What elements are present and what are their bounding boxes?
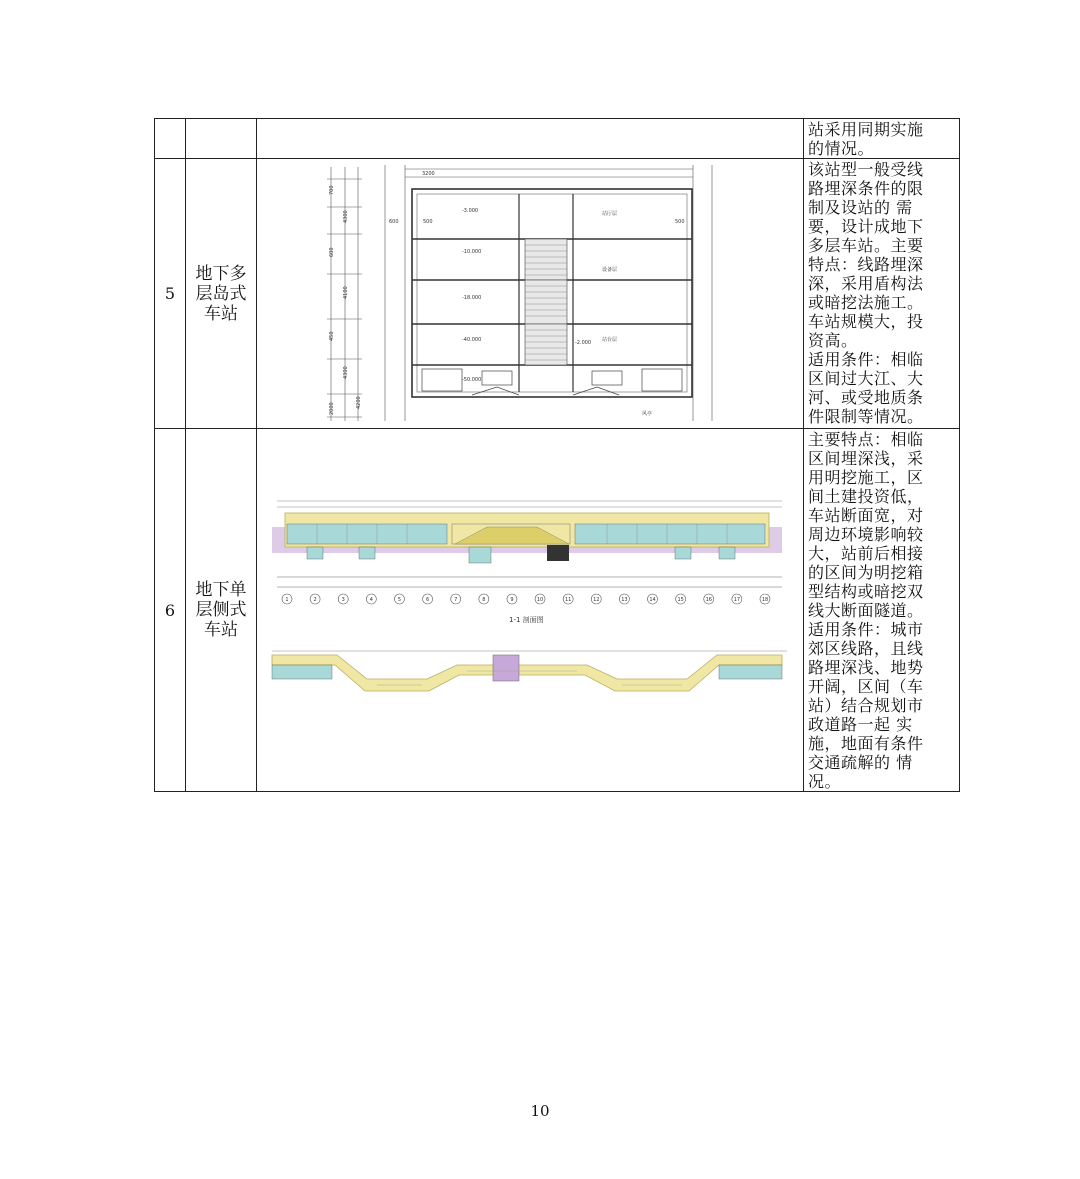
station-type-name: 地下多 层岛式 车站 bbox=[186, 159, 257, 429]
axis-label: 8 bbox=[482, 597, 486, 603]
row-number: 5 bbox=[155, 159, 186, 429]
axis-label: 6 bbox=[425, 597, 430, 603]
axis-label: 17 bbox=[733, 597, 741, 603]
svg-text:4200: 4200 bbox=[356, 396, 362, 409]
description: 主要特点：相临 区间埋深浅，采 用明挖施工，区 间土建投资低， 车站断面宽，对 周边环境影响较 大，站前后相接 的区间为明挖箱 型结构或暗挖双 线大断面隧道。 适用条件：城市 郊区线路，且线 路埋深浅、地势 开阔，区间（车 站）结合规划市 政道路一起 实 施，地面有条件 交通疏解的 情 况。 bbox=[804, 429, 960, 792]
svg-text:450: 450 bbox=[329, 331, 335, 341]
svg-text:4100: 4100 bbox=[343, 286, 349, 299]
axis-label: 14 bbox=[649, 597, 656, 603]
single-layer-side-platform-drawing bbox=[257, 429, 803, 787]
axis-label: 11 bbox=[564, 597, 572, 603]
figure-cell bbox=[257, 119, 804, 159]
svg-text:-50.000: -50.000 bbox=[462, 377, 482, 383]
axis-label: 12 bbox=[593, 597, 600, 603]
axis-label: 2 bbox=[313, 597, 317, 603]
svg-text:-10.000: -10.000 bbox=[462, 249, 482, 255]
svg-text:4300: 4300 bbox=[343, 366, 349, 379]
station-type-name bbox=[186, 119, 257, 159]
svg-text:4300: 4300 bbox=[343, 210, 349, 223]
svg-text:站厅层: 站厅层 bbox=[602, 211, 618, 217]
svg-text:600: 600 bbox=[389, 219, 399, 225]
multilayer-station-section-drawing bbox=[257, 159, 803, 427]
svg-text:2000: 2000 bbox=[329, 402, 335, 415]
svg-text:700: 700 bbox=[329, 185, 335, 195]
axis-label: 4 bbox=[369, 597, 373, 603]
axis-label: 3 bbox=[341, 597, 345, 603]
description: 该站型一般受线 路埋深条件的限 制及设站的 需 要，设计成地下 多层车站。主要 特点：线路埋深 深，采用盾构法 或暗挖法施工。 车站规模大，投 资高。 适用条件：相临 区间过大江、大 河、或受地质条 件限制等情况。 bbox=[804, 159, 960, 429]
svg-text:站台层: 站台层 bbox=[602, 337, 618, 343]
axis-label: 9 bbox=[510, 597, 514, 603]
axis-label: 7 bbox=[454, 597, 458, 603]
station-type-table bbox=[154, 118, 960, 792]
axis-label: 16 bbox=[705, 597, 712, 603]
axis-label: 15 bbox=[677, 597, 684, 603]
svg-text:1-1 剖面图: 1-1 剖面图 bbox=[509, 616, 544, 624]
svg-text:-3.000: -3.000 bbox=[462, 208, 479, 214]
svg-text:设备层: 设备层 bbox=[602, 267, 618, 273]
svg-text:600: 600 bbox=[329, 247, 335, 257]
svg-text:3200: 3200 bbox=[422, 171, 435, 177]
axis-label: 1 bbox=[285, 597, 289, 603]
page-number: 10 bbox=[530, 1102, 550, 1120]
figure-cell bbox=[257, 429, 804, 792]
figure-cell bbox=[257, 159, 804, 429]
table-row bbox=[155, 159, 960, 429]
svg-text:-40.000: -40.000 bbox=[462, 337, 482, 343]
svg-text:500: 500 bbox=[675, 219, 685, 225]
row-number: 6 bbox=[155, 429, 186, 792]
axis-label: 5 bbox=[397, 597, 402, 603]
axis-label: 13 bbox=[621, 597, 628, 603]
svg-text:-18.000: -18.000 bbox=[462, 295, 482, 301]
station-type-name: 地下单 层侧式 车站 bbox=[186, 429, 257, 792]
axis-label: 18 bbox=[761, 597, 769, 603]
row-number bbox=[155, 119, 186, 159]
table-row bbox=[155, 429, 960, 792]
svg-text:500: 500 bbox=[423, 219, 433, 225]
svg-text:-2.000: -2.000 bbox=[575, 340, 592, 346]
axis-label: 10 bbox=[536, 597, 544, 603]
description: 站采用同期实施 的情况。 bbox=[804, 119, 960, 159]
table-row bbox=[155, 119, 960, 159]
svg-text:风亭: 风亭 bbox=[642, 411, 653, 417]
